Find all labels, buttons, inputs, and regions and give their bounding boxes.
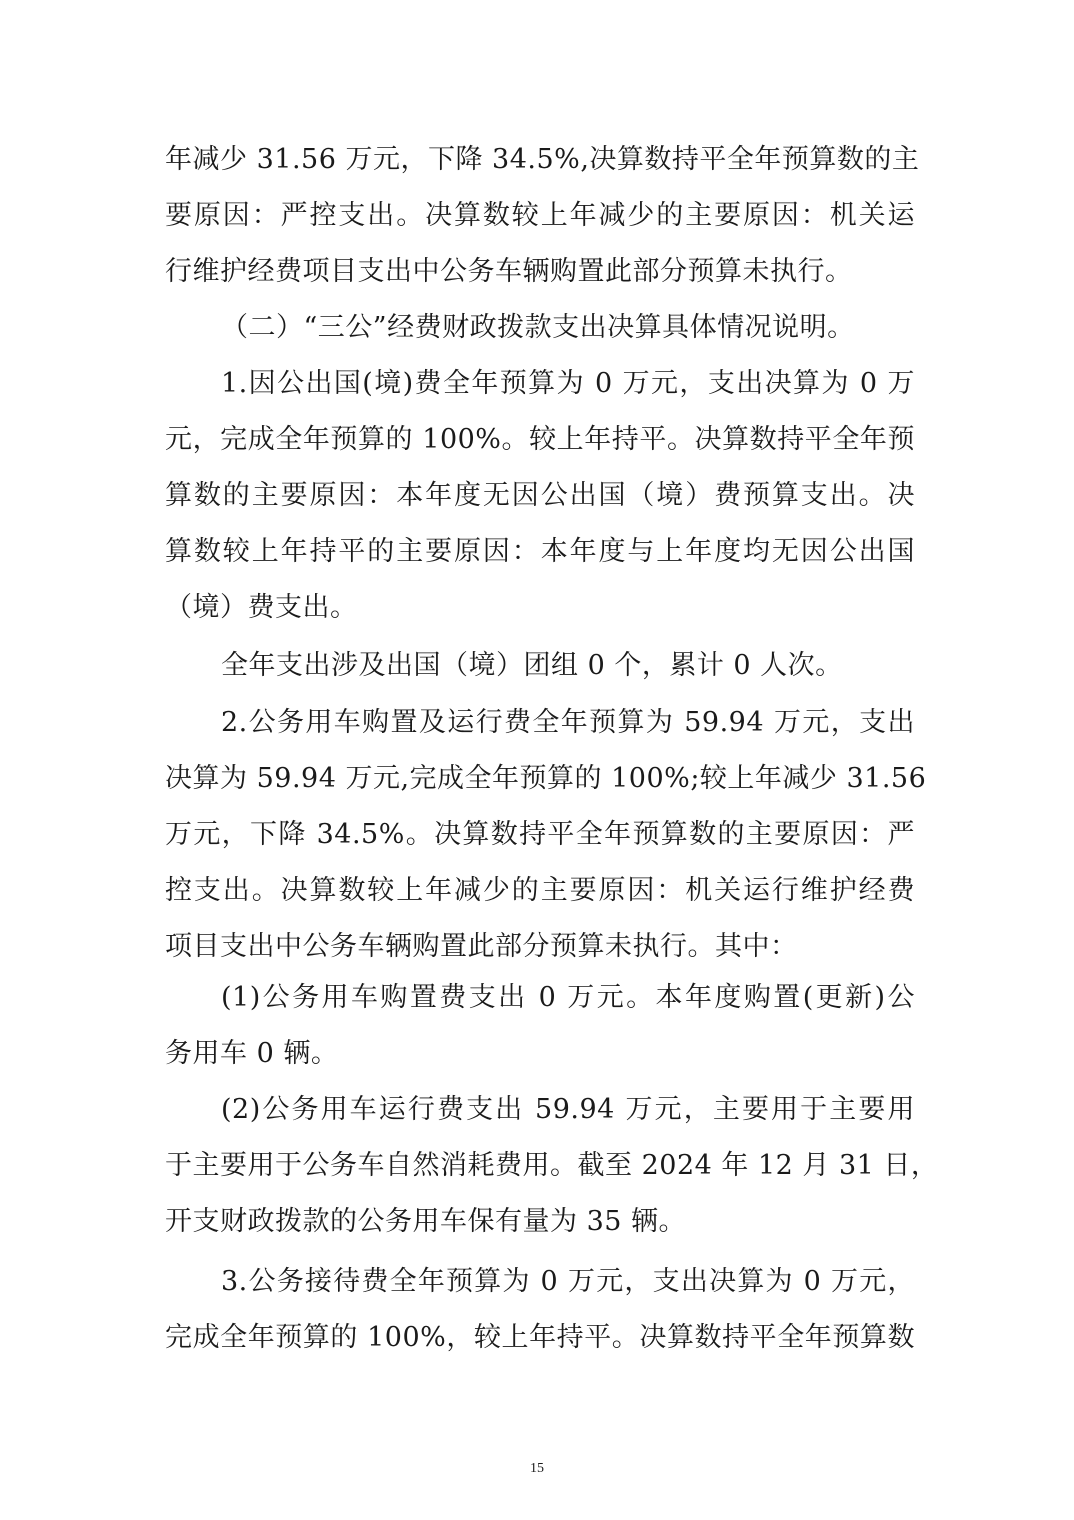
text-line: 1.因公出国(境)费全年预算为 0 万元，支出决算为 0 万 bbox=[221, 368, 915, 399]
text-line: 全年支出涉及出国（境）团组 0 个，累计 0 人次。 bbox=[221, 650, 843, 681]
text-line: 决算为 59.94 万元,完成全年预算的 100%;较上年减少 31.56 bbox=[165, 763, 927, 794]
text-line: 于主要用于公务车自然消耗费用。截至 2024 年 12 月 31 日， bbox=[165, 1150, 939, 1181]
text-line: 开支财政拨款的公务用车保有量为 35 辆。 bbox=[165, 1206, 687, 1237]
section-heading: （二）“三公”经费财政拨款支出决算具体情况说明。 bbox=[221, 312, 855, 343]
text-line: 年减少 31.56 万元，下降 34.5%,决算数持平全年预算数的主 bbox=[165, 144, 920, 175]
text-line: (2)公务用车运行费支出 59.94 万元，主要用于主要用 bbox=[221, 1094, 915, 1125]
text-line: 项目支出中公务车辆购置此部分预算未执行。其中： bbox=[165, 931, 798, 962]
text-line: 算数的主要原因：本年度无因公出国（境）费预算支出。决 bbox=[165, 480, 915, 511]
text-line: (1)公务用车购置费支出 0 万元。本年度购置(更新)公 bbox=[221, 982, 915, 1013]
text-line: 务用车 0 辆。 bbox=[165, 1038, 339, 1069]
text-line: 2.公务用车购置及运行费全年预算为 59.94 万元，支出 bbox=[221, 707, 915, 738]
text-line: 3.公务接待费全年预算为 0 万元，支出决算为 0 万元， bbox=[221, 1266, 915, 1297]
text-line: 要原因：严控支出。决算数较上年减少的主要原因：机关运 bbox=[165, 200, 915, 231]
text-line: 算数较上年持平的主要原因：本年度与上年度均无因公出国 bbox=[165, 536, 915, 567]
page-number: 15 bbox=[530, 1461, 544, 1476]
text-line: 控支出。决算数较上年减少的主要原因：机关运行维护经费 bbox=[165, 875, 915, 906]
text-line: 万元，下降 34.5%。决算数持平全年预算数的主要原因：严 bbox=[165, 819, 915, 850]
text-line: 元，完成全年预算的 100%。较上年持平。决算数持平全年预 bbox=[165, 424, 915, 455]
text-line: 完成全年预算的 100%，较上年持平。决算数持平全年预算数 bbox=[165, 1322, 915, 1353]
text-line: 行维护经费项目支出中公务车辆购置此部分预算未执行。 bbox=[165, 256, 853, 287]
text-line: （境）费支出。 bbox=[165, 592, 358, 623]
